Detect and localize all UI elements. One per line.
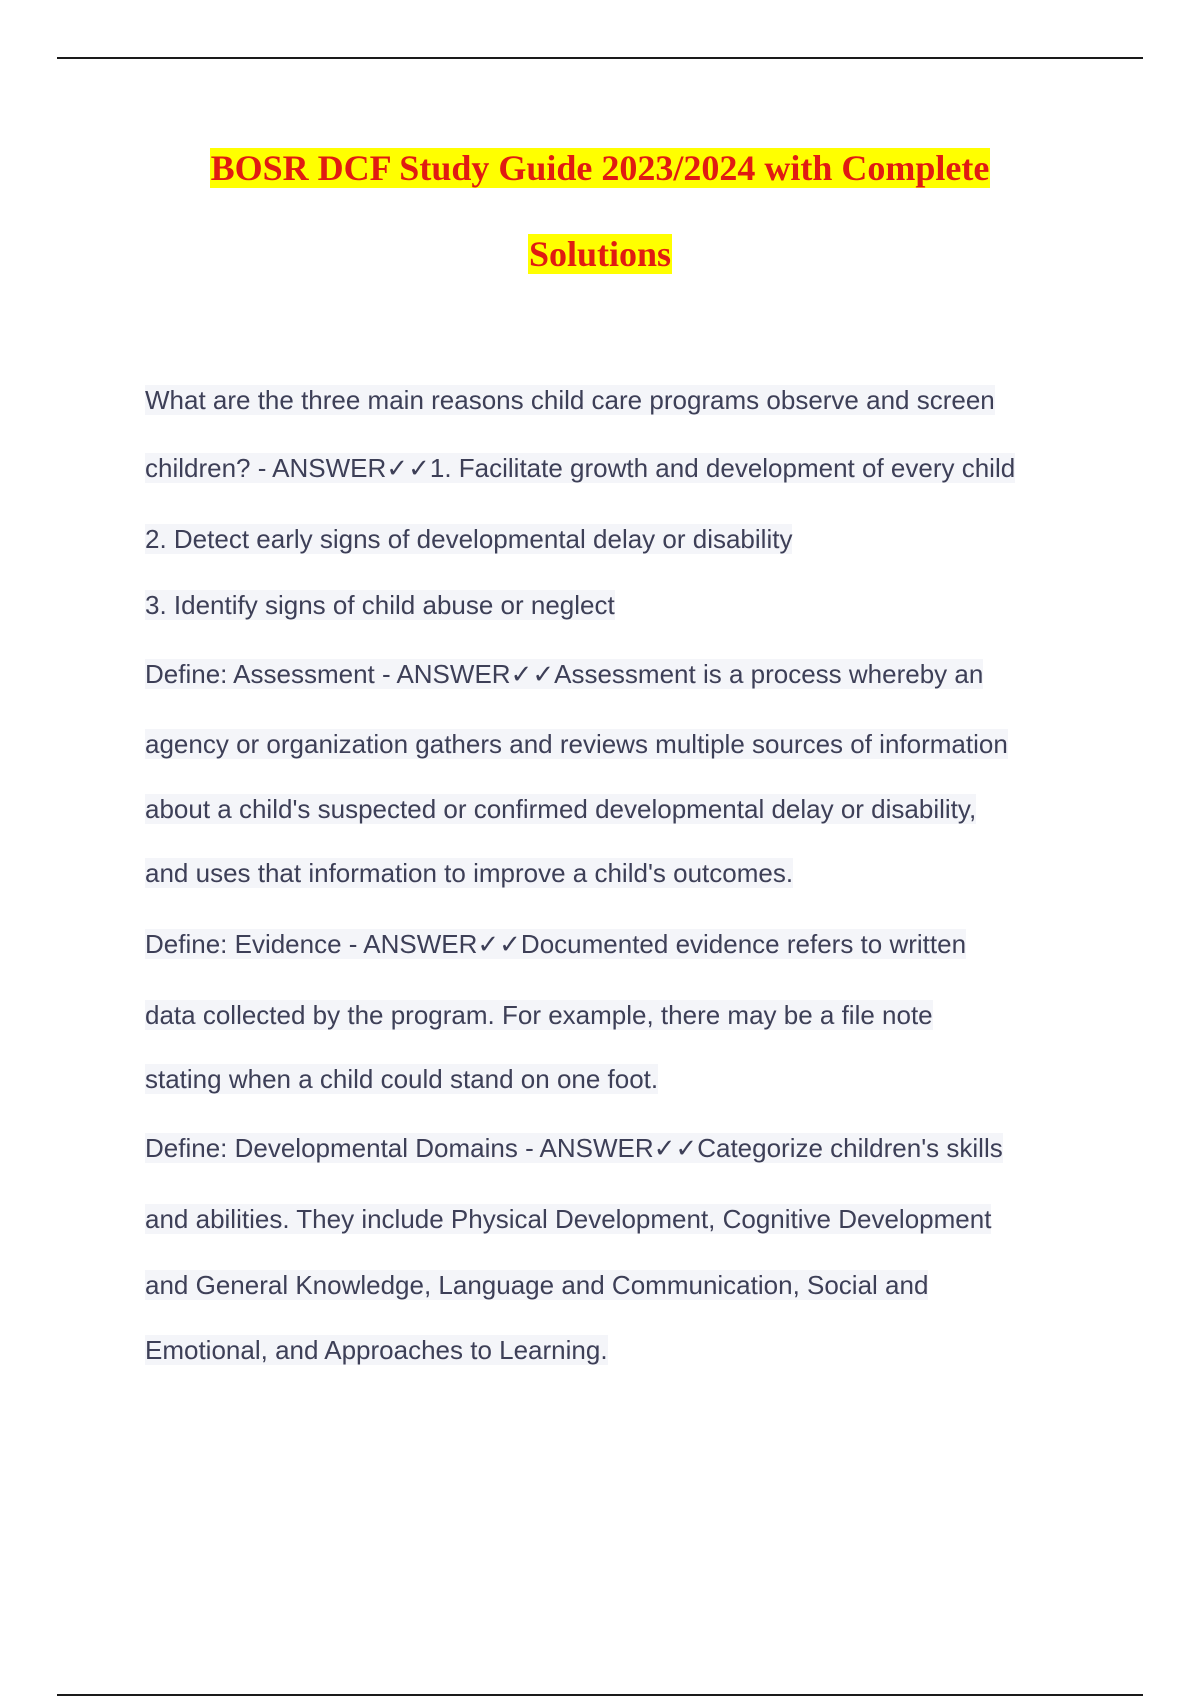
body-line bbox=[145, 1131, 1003, 1165]
body-line bbox=[145, 1202, 991, 1236]
body-text: Define: Developmental Domains - ANSWER✓✓Categorize children's skills bbox=[145, 1133, 1003, 1163]
body-text: and uses that information to improve a child's outcomes. bbox=[145, 858, 794, 888]
body-text: and General Knowledge, Language and Communication, Social and bbox=[145, 1270, 929, 1300]
body-line bbox=[145, 1062, 658, 1096]
body-line bbox=[145, 383, 995, 417]
body-text: and abilities. They include Physical Development, Cognitive Development bbox=[145, 1204, 992, 1234]
body-text: 2. Detect early signs of developmental delay or disability bbox=[145, 524, 793, 554]
body-text: Define: Evidence - ANSWER✓✓Documented evidence refers to written bbox=[145, 929, 967, 959]
body-text: What are the three main reasons child care programs observe and screen bbox=[145, 385, 995, 415]
title-highlight: BOSR DCF Study Guide 2023/2024 with Complete bbox=[210, 148, 990, 188]
body-line bbox=[145, 657, 983, 691]
body-line bbox=[145, 856, 793, 890]
document-title-line-1 bbox=[0, 146, 1200, 190]
title-highlight: Solutions bbox=[528, 234, 672, 274]
body-text: about a child's suspected or confirmed developmental delay or disability, bbox=[145, 794, 977, 824]
header-rule bbox=[57, 57, 1143, 59]
body-line bbox=[145, 927, 966, 961]
footer-rule bbox=[57, 1694, 1143, 1696]
body-line bbox=[145, 588, 615, 622]
body-line bbox=[145, 451, 1015, 485]
body-line bbox=[145, 522, 792, 556]
document-title-line-2 bbox=[0, 232, 1200, 276]
body-text: stating when a child could stand on one foot. bbox=[145, 1064, 659, 1094]
body-line bbox=[145, 998, 933, 1032]
body-text: Define: Assessment - ANSWER✓✓Assessment is a process whereby an bbox=[145, 659, 984, 689]
body-line bbox=[145, 727, 1008, 761]
body-text: Emotional, and Approaches to Learning. bbox=[145, 1335, 608, 1365]
body-line bbox=[145, 1333, 608, 1367]
body-line bbox=[145, 1268, 928, 1302]
body-line bbox=[145, 792, 976, 826]
body-text: children? - ANSWER✓✓1. Facilitate growth and development of every child bbox=[145, 453, 1016, 483]
body-text: agency or organization gathers and reviews multiple sources of information bbox=[145, 729, 1008, 759]
body-text: 3. Identify signs of child abuse or neglect bbox=[145, 590, 615, 620]
body-text: data collected by the program. For example, there may be a file note bbox=[145, 1000, 933, 1030]
